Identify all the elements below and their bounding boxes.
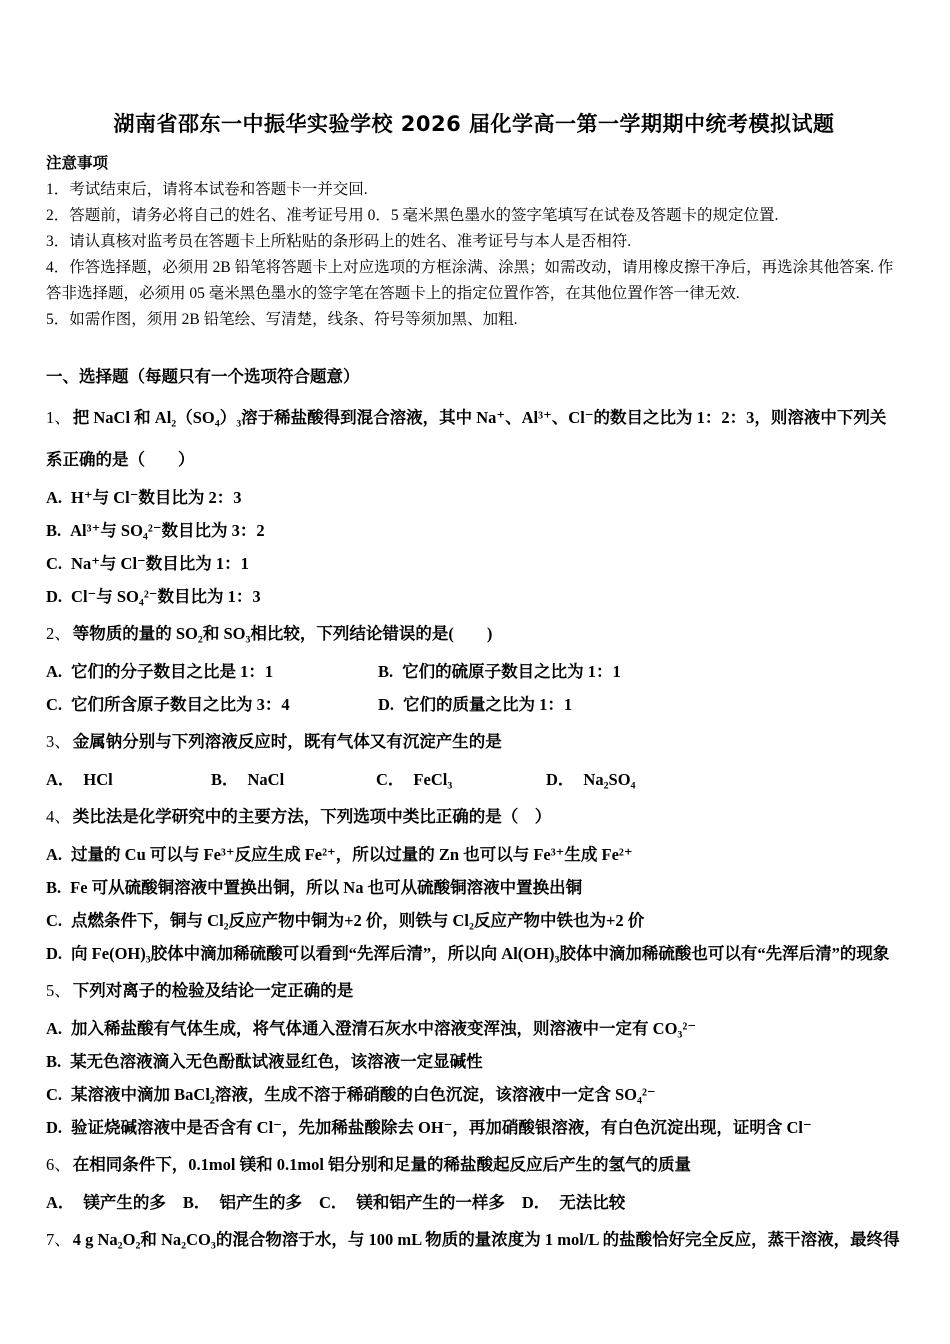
notice-item-4: 4．作答选择题，必须用 2B 铅笔将答题卡上对应选项的方框涂满、涂黑；如需改动，请用橡皮擦干净后，再选涂其他答案. 作答非选择题，必须用 05 毫米黑色墨水的签字笔在答题卡上的指定位置作答，在其他位置作答一律无效. (46, 259, 894, 302)
option-d-text: 验证烧碱溶液中是否含有 Cl⁻，先加稀盐酸除去 OH⁻，再加硝酸银溶液，有白色沉淀出现，证明含 Cl⁻ (71, 1118, 812, 1137)
option-c-label: C. (46, 695, 63, 714)
question-6-number: 6、 (46, 1155, 71, 1174)
question-2-option-b (378, 655, 902, 688)
question-7-stem (46, 1219, 902, 1261)
question-5-option-a (46, 1012, 902, 1045)
option-a-label: A． (46, 770, 75, 789)
option-b-text: Al³⁺与 SO₄²⁻数目比为 3：2 (70, 521, 265, 540)
question-3 (46, 721, 902, 796)
question-6-text: 在相同条件下，0.1mol 镁和 0.1mol 铝分别和足量的稀盐酸起反应后产生的氢气的质量 (72, 1155, 692, 1174)
question-3-option-d (546, 763, 902, 796)
option-d-text: Na₂SO₄ (583, 770, 636, 789)
option-c-text: Na⁺与 Cl⁻数目比为 1：1 (71, 554, 249, 573)
option-a-text: 镁产生的多 (83, 1193, 166, 1212)
option-c-label: C. (46, 911, 63, 930)
question-4-option-d (46, 937, 902, 970)
option-b-text: 铝产生的多 (219, 1193, 302, 1212)
option-c-label: C． (376, 770, 405, 789)
question-7-number: 7、 (46, 1230, 71, 1249)
option-b-label: B. (46, 878, 62, 897)
option-b-label: B. (46, 1052, 62, 1071)
option-d-label: D. (46, 944, 63, 963)
option-a-label: A. (46, 488, 63, 507)
option-c-text: 镁和铝产生的一样多 (356, 1193, 505, 1212)
question-3-options (46, 763, 902, 796)
question-5-option-c (46, 1078, 902, 1111)
option-b-label: B. (46, 521, 62, 540)
questions-section (46, 357, 902, 1261)
question-7 (46, 1219, 902, 1261)
question-6-stem (46, 1144, 902, 1186)
notice-item-1: 1．考试结束后，请将本试卷和答题卡一并交回. (46, 181, 368, 198)
question-6-option-d (522, 1186, 625, 1219)
option-d-label: D. (378, 695, 395, 714)
option-b-label: B． (182, 1193, 211, 1212)
option-c-text: 某溶液中滴加 BaCl₂溶液，生成不溶于稀硝酸的白色沉淀，该溶液中一定含 SO₄²⁻ (71, 1085, 656, 1104)
question-2-option-d (378, 688, 902, 721)
question-6-options (46, 1186, 902, 1219)
question-1-option-d (46, 580, 902, 613)
question-3-number: 3、 (46, 732, 71, 751)
question-4-text: 类比法是化学研究中的主要方法，下列选项中类比正确的是（ ） (72, 807, 552, 826)
question-6-option-b (183, 1186, 302, 1219)
question-4-stem (46, 796, 902, 838)
question-2-text: 等物质的量的 SO₂和 SO₃相比较，下列结论错误的是( ) (72, 624, 493, 643)
question-4-option-a (46, 838, 902, 871)
question-1-stem (46, 397, 902, 481)
section-heading: 一、选择题（每题只有一个选项符合题意） (46, 367, 360, 386)
question-5-option-d (46, 1111, 902, 1144)
question-6-option-c (319, 1186, 505, 1219)
option-c-label: C． (318, 1193, 348, 1212)
option-d-label: D． (521, 1193, 551, 1212)
question-1-option-c (46, 547, 902, 580)
option-c-text: 点燃条件下，铜与 Cl₂反应产物中铜为+2 价，则铁与 Cl₂反应产物中铁也为+2 价 (71, 911, 645, 930)
question-5-option-b (46, 1045, 902, 1078)
option-b-label: B. (378, 662, 394, 681)
question-3-stem (46, 721, 902, 763)
question-2-option-c (46, 688, 378, 721)
notice-item-3: 3．请认真核对监考员在答题卡上所粘贴的条形码上的姓名、准考证号与本人是否相符. (46, 233, 632, 250)
option-c-label: C. (46, 1085, 63, 1104)
option-a-text: HCl (83, 770, 113, 789)
option-d-text: 向 Fe(OH)₃胶体中滴加稀硫酸可以看到“先浑后清”，所以向 Al(OH)₃胶体中滴加稀硫酸也可以有“先浑后清”的现象 (71, 944, 890, 963)
question-6 (46, 1144, 902, 1219)
option-a-text: 加入稀盐酸有气体生成，将气体通入澄清石灰水中溶液变浑浊，则溶液中一定有 CO₃²⁻ (71, 1019, 697, 1038)
notice-item-2: 2．答题前，请务必将自己的姓名、准考证号用 0．5 毫米黑色墨水的签字笔填写在试卷及答题卡的规定位置. (46, 207, 779, 224)
question-1-number: 1、 (46, 408, 71, 427)
option-b-text: 某无色溶液滴入无色酚酞试液显红色，该溶液一定显碱性 (70, 1052, 483, 1071)
option-a-label: A. (46, 1019, 63, 1038)
option-a-text: 过量的 Cu 可以与 Fe³⁺反应生成 Fe²⁺，所以过量的 Zn 也可以与 Fe³⁺生成 Fe²⁺ (71, 845, 633, 864)
question-6-option-a (46, 1186, 166, 1219)
option-b-label: B． (211, 770, 239, 789)
question-5 (46, 970, 902, 1144)
question-4 (46, 796, 902, 970)
option-b-text: 它们的硫原子数目之比为 1：1 (402, 662, 621, 681)
question-7-text: 4 g Na₂O₂和 Na₂CO₃的混合物溶于水，与 100 mL 物质的量浓度为 1 mol/L 的盐酸恰好完全反应，蒸干溶液，最终得 (72, 1230, 900, 1249)
question-3-option-b (211, 763, 376, 796)
option-a-text: 它们的分子数目之比是 1：1 (71, 662, 274, 681)
notice-item-5: 5．如需作图，须用 2B 铅笔绘、写清楚，线条、符号等须加黑、加粗. (46, 311, 518, 328)
question-1-option-a (46, 481, 902, 514)
option-d-text: Cl⁻与 SO₄²⁻数目比为 1：3 (71, 587, 261, 606)
option-d-label: D. (46, 1118, 63, 1137)
question-3-option-c (376, 763, 546, 796)
option-d-label: D. (46, 587, 63, 606)
option-a-text: H⁺与 Cl⁻数目比为 2：3 (71, 488, 242, 507)
option-a-label: A. (46, 845, 63, 864)
question-4-option-c (46, 904, 902, 937)
question-5-text: 下列对离子的检验及结论一定正确的是 (72, 981, 354, 1000)
option-d-text: 无法比较 (559, 1193, 626, 1212)
option-c-text: 它们所含原子数目之比为 3：4 (71, 695, 290, 714)
notice-heading: 注意事项 (46, 155, 109, 172)
question-2-option-a (46, 655, 378, 688)
question-5-number: 5、 (46, 981, 71, 1000)
question-3-option-a (46, 763, 211, 796)
page-title: 湖南省邵东一中振华实验学校 2026 届化学高一第一学期期中统考模拟试题 (113, 112, 835, 136)
option-a-label: A． (46, 1193, 75, 1212)
option-b-text: NaCl (247, 770, 285, 789)
question-3-text: 金属钠分别与下列溶液反应时，既有气体又有沉淀产生的是 (72, 732, 502, 751)
option-c-text: FeCl₃ (413, 770, 453, 789)
notice-section (46, 151, 902, 333)
option-a-label: A. (46, 662, 63, 681)
question-4-option-b (46, 871, 902, 904)
question-2-stem (46, 613, 902, 655)
question-2-options (46, 655, 902, 721)
option-d-label: D． (546, 770, 575, 789)
question-1-text: 把 NaCl 和 Al₂（SO₄）₃溶于稀盐酸得到混合溶液，其中 Na⁺、Al³⁺、Cl⁻的数目之比为 1：2：3，则溶液中下列关系正确的是（ ） (46, 408, 887, 469)
question-1-option-b (46, 514, 902, 547)
question-2 (46, 613, 902, 721)
option-c-label: C. (46, 554, 63, 573)
option-b-text: Fe 可从硫酸铜溶液中置换出铜，所以 Na 也可从硫酸铜溶液中置换出铜 (70, 878, 583, 897)
question-4-number: 4、 (46, 807, 71, 826)
question-2-number: 2、 (46, 624, 71, 643)
option-d-text: 它们的质量之比为 1：1 (403, 695, 573, 714)
question-1 (46, 397, 902, 613)
question-5-stem (46, 970, 902, 1012)
